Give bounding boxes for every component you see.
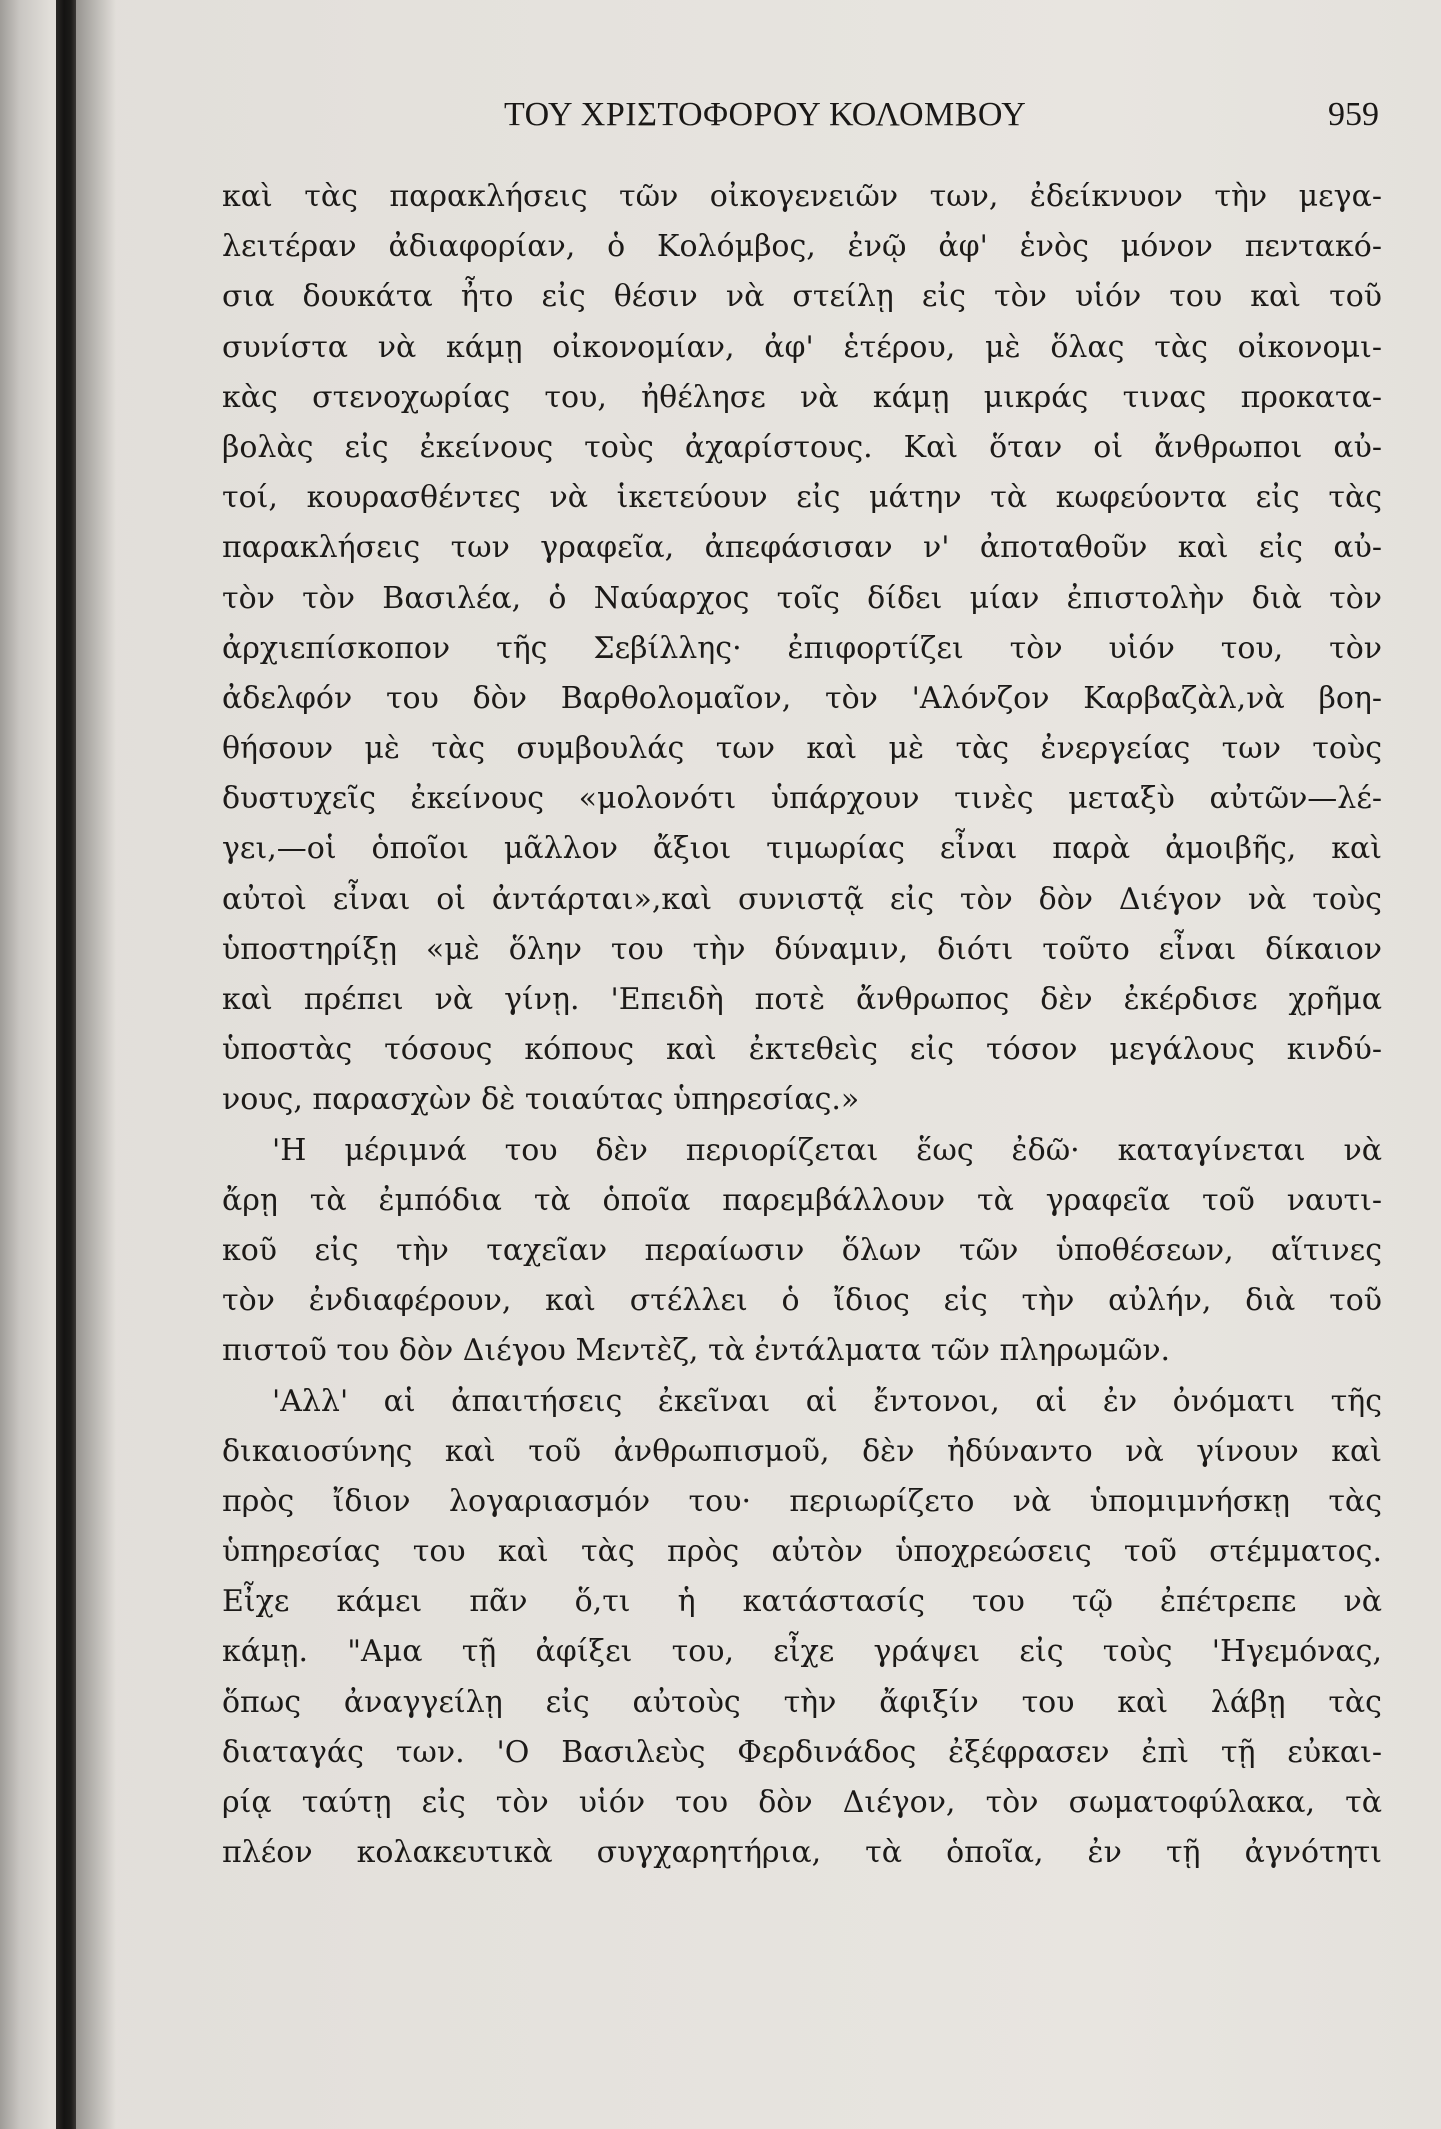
- text-line: ὑποστὰς τόσους κόπους καὶ ἐκτεθεὶς εἰς τόσον μεγάλους κινδύ-: [222, 1032, 1382, 1068]
- text-line: καὶ πρέπει νὰ γίνῃ. 'Επειδὴ ποτὲ ἄνθρωπος δὲν ἐκέρδισε χρῆμα: [222, 982, 1382, 1017]
- text-line: αὐτοὶ εἶναι οἱ ἀντάρται»,καὶ συνιστᾷ εἰς τὸν δὸν Διέγον νὰ τοὺς: [222, 881, 1382, 917]
- running-title: ΤΟΥ ΧΡΙΣΤΟΦΟΡΟΥ ΚΟΛΟΜΒΟΥ: [504, 96, 1027, 133]
- text-line: λειτέραν ἀδιαφορίαν, ὁ Κολόμβος, ἐνῷ ἀφ' ἑνὸς μόνον πεντακό-: [222, 229, 1382, 265]
- page-number: 959: [1328, 96, 1379, 133]
- text-line: Εἶχε κάμει πᾶν ὅ,τι ἡ κατάστασίς του τῷ ἐπέτρεπε νὰ: [222, 1584, 1382, 1620]
- text-line: συνίστα νὰ κάμῃ οἰκονομίαν, ἀφ' ἑτέρου, μὲ ὅλας τὰς οἰκονομι-: [222, 329, 1382, 365]
- text-line: πρὸς ἴδιον λογαριασμόν του· περιωρίζετο νὰ ὑπομιμνήσκῃ τὰς: [222, 1483, 1382, 1519]
- text-line: καὶ τὰς παρακλήσεις τῶν οἰκογενειῶν των, ἐδείκνυον τὴν μεγα-: [222, 179, 1382, 214]
- text-line: βολὰς εἰς ἐκείνους τοὺς ἀχαρίστους. Καὶ ὅταν οἱ ἄνθρωποι αὐ-: [222, 429, 1382, 465]
- text-line: τὸν ἐνδιαφέρουν, καὶ στέλλει ὁ ἴδιος εἰς τὴν αὐλήν, διὰ τοῦ: [222, 1283, 1382, 1319]
- text-line: ὑπηρεσίας του καὶ τὰς πρὸς αὐτὸν ὑποχρεώσεις τοῦ στέμματος.: [222, 1534, 1382, 1570]
- page-header: [0, 96, 1441, 146]
- text-line: 'Η μέριμνά του δὲν περιορίζεται ἕως ἐδῶ· καταγίνεται νὰ: [272, 1132, 1382, 1168]
- text-line: ρίᾳ ταύτῃ εἰς τὸν υἱόν του δὸν Διέγον, τὸν σωματοφύλακα, τὰ: [222, 1785, 1382, 1820]
- text-line: τὸν τὸν Βασιλέα, ὁ Ναύαρχος τοῖς δίδει μίαν ἐπιστολὴν διὰ τὸν: [222, 580, 1382, 616]
- text-line: διαταγάς των. 'Ο Βασιλεὺς Φερδινάδος ἐξέφρασεν ἐπὶ τῇ εὐκαι-: [222, 1734, 1382, 1770]
- text-line: κοῦ εἰς τὴν ταχεῖαν περαίωσιν ὅλων τῶν ὑποθέσεων, αἵτινες: [222, 1232, 1382, 1268]
- text-line: δικαιοσύνης καὶ τοῦ ἀνθρωπισμοῦ, δὲν ἠδύναντο νὰ γίνουν καὶ: [222, 1433, 1382, 1469]
- text-line: πλέον κολακευτικὰ συγχαρητήρια, τὰ ὁποῖα, ἐν τῇ ἀγνότητι: [222, 1835, 1382, 1871]
- book-binding-gutter: [56, 0, 76, 2129]
- text-line: ὑποστηρίξῃ «μὲ ὅλην του τὴν δύναμιν, διότι τοῦτο εἶναι δίκαιον: [222, 931, 1382, 967]
- text-line: ἄρῃ τὰ ἐμπόδια τὰ ὁποῖα παρεμβάλλουν τὰ γραφεῖα τοῦ ναυτι-: [222, 1182, 1382, 1218]
- text-line: 'Αλλ' αἱ ἀπαιτήσεις ἐκεῖναι αἱ ἔντονοι, αἱ ἐν ὀνόματι τῆς: [272, 1383, 1382, 1419]
- text-line: πιστοῦ του δὸν Διέγου Μεντὲζ, τὰ ἐντάλματα τῶν πληρωμῶν.: [222, 1333, 1171, 1369]
- text-line: γει,—οἱ ὁποῖοι μᾶλλον ἄξιοι τιμωρίας εἶναι παρὰ ἀμοιβῆς, καὶ: [222, 831, 1382, 867]
- text-line: παρακλήσεις των γραφεῖα, ἀπεφάσισαν ν' ἀποταθοῦν καὶ εἰς αὐ-: [222, 530, 1382, 566]
- text-line: ἀρχιεπίσκοπον τῆς Σεβίλλης· ἐπιφορτίζει τὸν υἱόν του, τὸν: [222, 630, 1382, 666]
- text-line: θήσουν μὲ τὰς συμβουλάς των καὶ μὲ τὰς ἐνεργείας των τοὺς: [222, 731, 1382, 767]
- text-line: ἀδελφόν του δὸν Βαρθολομαῖον, τὸν 'Αλόνζον Καρβαζὰλ,νὰ βοη-: [222, 680, 1382, 716]
- gutter-shadow: [76, 0, 116, 2129]
- text-line: κάμῃ. "Αμα τῇ ἀφίξει του, εἶχε γράψει εἰς τοὺς 'Ηγεμόνας,: [222, 1634, 1382, 1670]
- text-line: κὰς στενοχωρίας του, ἠθέλησε νὰ κάμῃ μικράς τινας προκατα-: [222, 379, 1382, 415]
- text-line: δυστυχεῖς ἐκείνους «μολονότι ὑπάρχουν τινὲς μεταξὺ αὐτῶν—λέ-: [222, 781, 1382, 817]
- text-line: τοί, κουρασθέντες νὰ ἱκετεύουν εἰς μάτην τὰ κωφεύοντα εἰς τὰς: [222, 480, 1382, 516]
- text-line: ὅπως ἀναγγείλῃ εἰς αὐτοὺς τὴν ἄφιξίν του καὶ λάβῃ τὰς: [222, 1684, 1382, 1720]
- body-text: [222, 172, 1382, 1878]
- text-line: σια δουκάτα ἦτο εἰς θέσιν νὰ στείλῃ εἰς τὸν υἱόν του καὶ τοῦ: [222, 279, 1382, 315]
- text-line: νους, παρασχὼν δὲ τοιαύτας ὑπηρεσίας.»: [222, 1082, 860, 1118]
